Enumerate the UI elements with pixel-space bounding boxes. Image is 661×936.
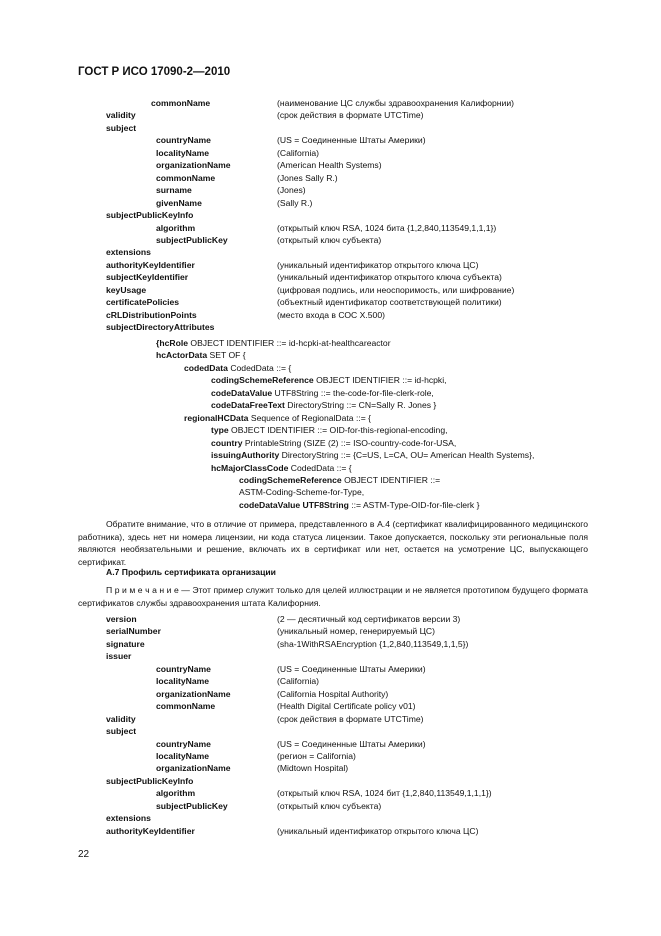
field-key: keyUsage xyxy=(106,284,147,295)
page-number: 22 xyxy=(78,849,90,860)
field-value: (US = Соединенные Штаты Америки) xyxy=(277,738,426,749)
asn-keyword: country xyxy=(211,437,243,448)
asn-definition: PrintableString (SIZE (2) ::= ISO-country-code-for-USA, xyxy=(242,437,457,448)
asn-line xyxy=(211,375,447,386)
field-key: subjectPublicKey xyxy=(156,234,228,245)
asn-line xyxy=(156,338,391,349)
asn-definition: CodedData ::= { xyxy=(227,362,292,373)
field-key: subjectKeyIdentifier xyxy=(106,272,189,283)
asn-keyword: type xyxy=(211,425,229,436)
field-value: (Sally R.) xyxy=(277,197,313,208)
field-key: extensions xyxy=(106,813,151,824)
asn-keyword: codeDataFreeText xyxy=(211,400,285,411)
field-key: countryName xyxy=(156,663,211,674)
field-key: subject xyxy=(106,726,137,737)
asn-keyword: codingSchemeReference xyxy=(211,375,314,386)
asn-line xyxy=(239,475,440,486)
asn-keyword: {hcRole xyxy=(156,338,188,348)
asn-keyword: regionalHCData xyxy=(184,412,249,423)
field-key: authorityKeyIdentifier xyxy=(106,825,195,836)
asn-definition: Sequence of RegionalData ::= { xyxy=(248,412,372,423)
field-value: (California) xyxy=(277,676,320,687)
asn-definition: OBJECT IDENTIFIER ::= id-hcpki, xyxy=(313,375,447,386)
field-value: (регион = California) xyxy=(277,750,356,761)
field-value: (California) xyxy=(277,147,320,158)
asn-definition: DirectoryString ::= CN=Sally R. Jones } xyxy=(284,400,437,411)
asn-keyword: hcMajorClassCode xyxy=(211,462,289,473)
field-value: (Health Digital Certificate policy v01) xyxy=(277,701,416,712)
asn-definition: CodedData ::= { xyxy=(288,462,352,473)
field-key: subjectPublicKey xyxy=(156,800,228,811)
asn-keyword: issuingAuthority xyxy=(211,450,280,461)
asn-line xyxy=(184,413,371,424)
asn-definition: OBJECT IDENTIFIER ::= OID-for-this-regional-encoding, xyxy=(228,425,448,436)
field-value: (Jones) xyxy=(277,185,306,196)
asn-line xyxy=(211,463,352,474)
field-value: (2 — десятичный код сертификатов версии 3) xyxy=(277,614,461,624)
asn-definition: ::= ASTM-Type-OID-for-file-clerk } xyxy=(348,499,480,510)
field-key: localityName xyxy=(156,676,210,687)
asn-line xyxy=(184,363,291,374)
field-key: signature xyxy=(106,638,145,649)
field-key: subjectPublicKeyInfo xyxy=(106,210,194,221)
asn-keyword: codeDataValue UTF8String xyxy=(239,499,349,510)
asn-definition: ASTM-Coding-Scheme-for-Type, xyxy=(239,487,365,498)
asn-keyword: hcActorData xyxy=(156,350,208,361)
section-heading-a7: А.7 Профиль сертификата организации xyxy=(106,567,276,577)
field-value: (California Hospital Authority) xyxy=(277,688,389,699)
field-key: commonName xyxy=(156,701,216,712)
field-value: (уникальный идентификатор открытого ключа ЦС) xyxy=(277,259,479,270)
field-key: givenName xyxy=(156,197,202,208)
field-value: (наименование ЦС службы здравоохранения Калифорнии) xyxy=(277,98,515,108)
asn-line xyxy=(211,450,534,461)
field-key: algorithm xyxy=(156,222,196,233)
field-value: (US = Соединенные Штаты Америки) xyxy=(277,663,426,674)
field-key: organizationName xyxy=(156,763,231,774)
field-value: (Midtown Hospital) xyxy=(277,763,349,774)
field-value: (уникальный номер, генерируемый ЦС) xyxy=(277,626,435,637)
field-key: countryName xyxy=(156,135,211,146)
asn-definition: UTF8String ::= the-code-for-file-clerk-role, xyxy=(272,387,434,398)
asn-line xyxy=(211,438,456,449)
asn-line xyxy=(239,500,479,511)
field-value: (открытый ключ RSA, 1024 бит {1,2,840,113549,1,1,1}) xyxy=(277,788,492,799)
field-value: (открытый ключ RSA, 1024 бита {1,2,840,113549,1,1,1}) xyxy=(277,222,497,233)
field-key: commonName xyxy=(151,98,211,108)
field-value: (открытый ключ субъекта) xyxy=(277,800,382,811)
asn-line xyxy=(211,400,436,411)
field-value: (уникальный идентификатор открытого ключа субъекта) xyxy=(277,272,502,283)
asn-definition: DirectoryString ::= {C=US, L=CA, OU= American Health Systems}, xyxy=(279,450,535,461)
page-header: ГОСТ Р ИСО 17090-2—2010 xyxy=(78,66,231,78)
field-key: surname xyxy=(156,185,192,196)
asn-definition: OBJECT IDENTIFIER ::= id-hcpki-at-healthcareactor xyxy=(188,338,391,348)
field-key: subject xyxy=(106,122,137,133)
field-key: certificatePolicies xyxy=(106,297,180,308)
field-value: (открытый ключ субъекта) xyxy=(277,234,382,245)
field-value: (объектный идентификатор соответствующей политики) xyxy=(277,297,502,308)
field-value: (Jones Sally R.) xyxy=(277,172,338,183)
field-key: subjectDirectoryAttributes xyxy=(106,322,215,333)
field-value: (American Health Systems) xyxy=(277,160,382,171)
asn-line xyxy=(211,425,447,436)
field-value: (цифровая подпись, или неоспоримость, или шифрование) xyxy=(277,284,515,295)
field-key: localityName xyxy=(156,147,210,158)
field-key: validity xyxy=(106,713,136,724)
asn-line xyxy=(156,350,246,361)
asn-keyword: codingSchemeReference xyxy=(239,474,342,485)
example-note: П р и м е ч а н и е — Этот пример служит только для целей иллюстрации и не является прототипом будущего формата сертификатов службы здравоохранения штата Калифорния. xyxy=(78,585,588,608)
field-value: (место входа в СОС X.500) xyxy=(277,309,385,320)
field-value: (срок действия в формате UTCTime) xyxy=(277,713,424,724)
field-value: (sha-1WithRSAEncryption {1,2,840,113549,1,1,5}) xyxy=(277,638,469,649)
asn-definition: SET OF { xyxy=(207,350,246,361)
field-value: (срок действия в формате UTCTime) xyxy=(277,110,424,121)
field-key: cRLDistributionPoints xyxy=(106,309,197,320)
asn-keyword: codeDataValue xyxy=(211,387,273,398)
field-key: algorithm xyxy=(156,788,196,799)
asn-keyword: codedData xyxy=(184,362,228,373)
field-key: authorityKeyIdentifier xyxy=(106,259,195,270)
asn-definition: OBJECT IDENTIFIER ::= xyxy=(341,474,441,485)
field-key: localityName xyxy=(156,750,210,761)
field-key: commonName xyxy=(156,172,216,183)
asn-line xyxy=(239,487,364,498)
field-key: validity xyxy=(106,110,136,121)
field-key: organizationName xyxy=(156,160,231,171)
field-value: (уникальный идентификатор открытого ключа ЦС) xyxy=(277,825,479,836)
field-key: serialNumber xyxy=(106,626,161,637)
field-key: organizationName xyxy=(156,688,231,699)
field-key: subjectPublicKeyInfo xyxy=(106,775,194,786)
field-key: issuer xyxy=(106,651,132,662)
asn-line xyxy=(211,388,434,399)
field-key: countryName xyxy=(156,738,211,749)
field-key: extensions xyxy=(106,247,151,258)
note-paragraph: Обратите внимание, что в отличие от примера, представленного в А.4 (сертификат квалифицированного медицинского работника), здесь нет ни номера лицензии, ни кода статуса лицензии. Такое допускается, поскольку эти региональные поля являются необязательными и решение, включать их в сертификат или нет, остается на усмотрение ЦС, выпускающего сертификат. xyxy=(78,519,588,567)
field-key: version xyxy=(106,614,137,624)
field-value: (US = Соединенные Штаты Америки) xyxy=(277,135,426,146)
